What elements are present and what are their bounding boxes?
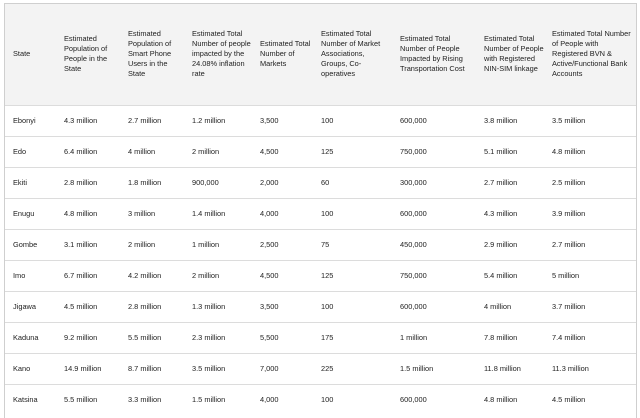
cell-smartphone-users: 1.8 million: [124, 167, 188, 198]
table-row: [5, 353, 636, 384]
cell-bvn-bank-accounts: 7.4 million: [548, 322, 636, 353]
cell-inflation-impacted: 2 million: [188, 136, 256, 167]
cell-population: 4.3 million: [60, 105, 124, 136]
table-row: [5, 229, 636, 260]
cell-inflation-impacted: 2.3 million: [188, 322, 256, 353]
table-header-row: [5, 4, 636, 105]
cell-inflation-impacted: 1.5 million: [188, 384, 256, 415]
cell-smartphone-users: 4 million: [124, 136, 188, 167]
cell-nin-sim-linkage: 5.4 million: [480, 260, 548, 291]
header-state: State: [13, 49, 31, 59]
cell-bvn-bank-accounts: 2.7 million: [548, 229, 636, 260]
cell-bvn-bank-accounts: 2.5 million: [548, 167, 636, 198]
cell-nin-sim-linkage: 7.8 million: [480, 322, 548, 353]
cell-markets: 4,500: [256, 136, 317, 167]
cell-nin-sim-linkage: 2.7 million: [480, 167, 548, 198]
cell-market-associations: 100: [317, 384, 396, 415]
cell-smartphone-users: 3.3 million: [124, 384, 188, 415]
cell-transportation-impacted: 1 million: [396, 322, 480, 353]
cell-market-associations: 225: [317, 353, 396, 384]
cell-markets: 3,500: [256, 291, 317, 322]
cell-inflation-impacted: 2 million: [188, 260, 256, 291]
cell-nin-sim-linkage: 11.8 million: [480, 353, 548, 384]
cell-smartphone-users: 5.5 million: [124, 322, 188, 353]
header-markets: Estimated Total Number of Markets: [260, 39, 311, 69]
cell-smartphone-users: 3 million: [124, 198, 188, 229]
cell-transportation-impacted: 750,000: [396, 136, 480, 167]
cell-smartphone-users: 2.8 million: [124, 291, 188, 322]
header-nin-sim-linkage: Estimated Total Number of People with Registered NIN-SIM linkage: [484, 34, 544, 74]
cell-markets: 4,500: [256, 260, 317, 291]
cell-market-associations: 100: [317, 291, 396, 322]
cell-population: 2.8 million: [60, 167, 124, 198]
cell-transportation-impacted: 1.5 million: [396, 353, 480, 384]
cell-markets: 2,500: [256, 229, 317, 260]
cell-smartphone-users: 4.2 million: [124, 260, 188, 291]
cell-markets: 3,500: [256, 105, 317, 136]
cell-nin-sim-linkage: 5.1 million: [480, 136, 548, 167]
cell-state: Gombe: [5, 229, 60, 260]
cell-state: Edo: [5, 136, 60, 167]
cell-state: Katsina: [5, 384, 60, 415]
table-row: [5, 384, 636, 415]
cell-bvn-bank-accounts: 5 million: [548, 260, 636, 291]
data-table-container: [4, 3, 637, 418]
cell-transportation-impacted: 450,000: [396, 229, 480, 260]
cell-market-associations: 100: [317, 198, 396, 229]
cell-market-associations: 75: [317, 229, 396, 260]
cell-state: Jigawa: [5, 291, 60, 322]
cell-nin-sim-linkage: 4 million: [480, 291, 548, 322]
cell-market-associations: 125: [317, 136, 396, 167]
cell-population: 4.5 million: [60, 291, 124, 322]
cell-bvn-bank-accounts: 11.3 million: [548, 353, 636, 384]
table-body: [5, 105, 636, 415]
cell-inflation-impacted: 1.3 million: [188, 291, 256, 322]
cell-population: 6.4 million: [60, 136, 124, 167]
state-statistics-table: [5, 4, 636, 415]
cell-population: 5.5 million: [60, 384, 124, 415]
header-transportation-impacted: Estimated Total Number of People Impacted by Rising Transportation Cost: [400, 34, 465, 74]
cell-transportation-impacted: 600,000: [396, 105, 480, 136]
cell-inflation-impacted: 1 million: [188, 229, 256, 260]
cell-markets: 2,000: [256, 167, 317, 198]
table-row: [5, 322, 636, 353]
cell-population: 6.7 million: [60, 260, 124, 291]
cell-bvn-bank-accounts: 3.7 million: [548, 291, 636, 322]
cell-inflation-impacted: 900,000: [188, 167, 256, 198]
cell-markets: 4,000: [256, 384, 317, 415]
cell-nin-sim-linkage: 4.3 million: [480, 198, 548, 229]
cell-population: 14.9 million: [60, 353, 124, 384]
cell-markets: 5,500: [256, 322, 317, 353]
cell-markets: 7,000: [256, 353, 317, 384]
cell-nin-sim-linkage: 4.8 million: [480, 384, 548, 415]
cell-state: Imo: [5, 260, 60, 291]
header-inflation-impacted: Estimated Total Number of people impacted by the 24.08% inflation rate: [192, 29, 251, 79]
cell-bvn-bank-accounts: 4.5 million: [548, 384, 636, 415]
cell-state: Enugu: [5, 198, 60, 229]
cell-market-associations: 100: [317, 105, 396, 136]
table-row: [5, 291, 636, 322]
cell-market-associations: 175: [317, 322, 396, 353]
cell-transportation-impacted: 600,000: [396, 198, 480, 229]
cell-state: Ekiti: [5, 167, 60, 198]
cell-transportation-impacted: 300,000: [396, 167, 480, 198]
header-bvn-bank-accounts: Estimated Total Number of People with Registered BVN & Active/Functional Bank Accounts: [552, 29, 631, 79]
cell-state: Ebonyi: [5, 105, 60, 136]
cell-inflation-impacted: 1.2 million: [188, 105, 256, 136]
header-market-associations: Estimated Total Number of Market Associations, Groups, Co-operatives: [321, 29, 381, 79]
cell-bvn-bank-accounts: 3.5 million: [548, 105, 636, 136]
cell-transportation-impacted: 600,000: [396, 291, 480, 322]
table-row: [5, 105, 636, 136]
cell-nin-sim-linkage: 2.9 million: [480, 229, 548, 260]
cell-transportation-impacted: 600,000: [396, 384, 480, 415]
table-row: [5, 167, 636, 198]
table-row: [5, 198, 636, 229]
cell-inflation-impacted: 1.4 million: [188, 198, 256, 229]
cell-market-associations: 60: [317, 167, 396, 198]
header-smartphone-users: Estimated Population of Smart Phone Users in the State: [128, 29, 172, 79]
cell-transportation-impacted: 750,000: [396, 260, 480, 291]
cell-smartphone-users: 8.7 million: [124, 353, 188, 384]
cell-state: Kaduna: [5, 322, 60, 353]
cell-smartphone-users: 2 million: [124, 229, 188, 260]
cell-smartphone-users: 2.7 million: [124, 105, 188, 136]
cell-markets: 4,000: [256, 198, 317, 229]
cell-inflation-impacted: 3.5 million: [188, 353, 256, 384]
cell-market-associations: 125: [317, 260, 396, 291]
cell-bvn-bank-accounts: 3.9 million: [548, 198, 636, 229]
cell-state: Kano: [5, 353, 60, 384]
cell-bvn-bank-accounts: 4.8 million: [548, 136, 636, 167]
header-population: Estimated Population of People in the State: [64, 34, 108, 74]
table-row: [5, 260, 636, 291]
cell-population: 9.2 million: [60, 322, 124, 353]
table-row: [5, 136, 636, 167]
cell-population: 4.8 million: [60, 198, 124, 229]
cell-nin-sim-linkage: 3.8 million: [480, 105, 548, 136]
cell-population: 3.1 million: [60, 229, 124, 260]
